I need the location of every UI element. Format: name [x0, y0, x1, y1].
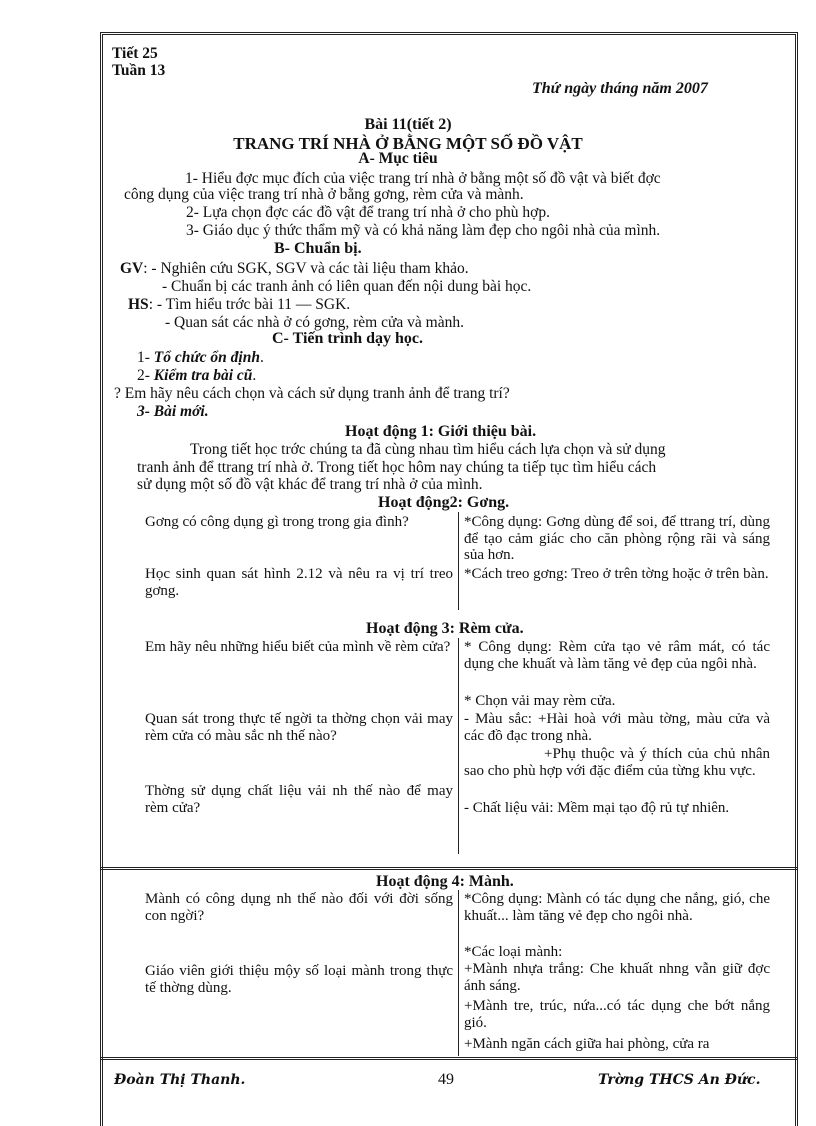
teacher-prep-1: GV: - Nghiên cứu SGK, SGV và các tài liệu tham khảo.	[120, 260, 469, 277]
page-number: 49	[438, 1071, 454, 1088]
week-number: Tuần 13	[112, 62, 166, 79]
date-line: Thứ ngày tháng năm 2007	[532, 80, 708, 97]
activity-3-question-3: Thờng sử dụng chất liệu vải nh thế nào để may rèm cửa?	[145, 783, 453, 816]
activity-4-question-2: Giáo viên giới thiệu mộy số loại mành trong thực tế thờng dùng.	[145, 963, 453, 996]
activity-3-answer-2: * Chọn vải may rèm cửa.	[464, 693, 616, 709]
objective-1b: công dụng của việc trang trí nhà ở bằng gơng, rèm cửa và mành.	[124, 186, 524, 203]
activity-2-divider	[458, 512, 459, 610]
step-3: 3- Bài mới.	[137, 403, 209, 420]
student-prep-1: HS: - Tìm hiểu trớc bài 11 — SGK.	[128, 296, 351, 313]
activity-1-line-1: Trong tiết học trớc chúng ta đã cùng nhau tìm hiểu cách lựa chọn và sử dụng	[190, 441, 666, 458]
activity-3-answer-4: +Phụ thuộc và ý thích của chủ nhân sao cho phù hợp với đặc điểm của từng khu vực.	[464, 746, 770, 779]
activity-3-answer-3: - Màu sắc: +Hài hoà với màu tờng, màu cửa và các đồ đạc trong nhà.	[464, 711, 770, 744]
footer-author: Đoàn Thị Thanh.	[114, 1072, 246, 1088]
objective-1a: 1- Hiểu đợc mục đích của việc trang trí nhà ở bằng một số đồ vật và biết đợc	[185, 170, 661, 187]
activity-4-answer-1: *Công dụng: Mành có tác dụng che nắng, gió, che khuất... làm tăng vẻ đẹp cho ngôi nhà.	[464, 891, 770, 924]
activity-3-divider	[458, 638, 459, 854]
activity-2-question-1: Gơng có công dụng gì trong trong gia đình?	[145, 514, 409, 530]
review-question: ? Em hãy nêu cách chọn và cách sử dụng tranh ảnh để trang trí?	[114, 385, 510, 402]
activity-4-heading: Hoạt động 4: Mành.	[376, 873, 514, 890]
section-b-heading: B- Chuẩn bị.	[274, 240, 362, 257]
activity-4-answer-2: *Các loại mành:	[464, 944, 563, 960]
objective-3: 3- Giáo dục ý thức thẩm mỹ và có khả năng làm đẹp cho ngôi nhà của mình.	[186, 222, 661, 239]
activity-1-line-2: tranh ảnh để ttrang trí nhà ở. Trong tiết học hôm nay chúng ta tiếp tục tìm hiểu cách	[137, 459, 657, 476]
footer-school: Trờng THCS An Đức.	[598, 1072, 761, 1088]
student-prep-2: - Quan sát các nhà ở có gơng, rèm cửa và mành.	[165, 314, 464, 331]
step-2: 2- Kiểm tra bài cũ.	[137, 367, 257, 384]
activity-2-heading: Hoạt động2: Gơng.	[378, 494, 510, 511]
activity-4-bottom-border	[100, 1057, 798, 1060]
activity-2-answer-2: *Cách treo gơng: Treo ở trên tờng hoặc ở trên bàn.	[464, 566, 769, 582]
page-title: TRANG TRÍ NHÀ Ở BẰNG MỘT SỐ ĐỒ VẬT	[233, 134, 583, 153]
activity-1-line-3: sử dụng một số đồ vật khác để trang trí nhà ở của mình.	[137, 476, 483, 493]
section-c-heading: C- Tiến trình dạy học.	[272, 330, 423, 347]
activity-3-heading: Hoạt động 3: Rèm cửa.	[366, 620, 524, 637]
activity-3-question-1: Em hãy nêu những hiểu biết của mình về rèm cửa?	[145, 639, 451, 655]
activity-3-answer-1: * Công dụng: Rèm cửa tạo vẻ râm mát, có tác dụng che khuất và làm tăng vẻ đẹp của ngôi nhà.	[464, 639, 770, 672]
section-a-heading: A- Mục tiêu	[358, 150, 438, 167]
lesson-number: Tiết 25	[112, 45, 158, 62]
step-1: 1- Tổ chức ổn định.	[137, 349, 264, 366]
activity-4-top-border	[100, 867, 798, 870]
activity-2-question-2: Học sinh quan sát hình 2.12 và nêu ra vị trí treo gơng.	[145, 566, 453, 599]
activity-4-answer-3: +Mành nhựa trắng: Che khuất nhng vẫn giữ đợc ánh sáng.	[464, 961, 770, 994]
activity-2-answer-1: *Công dụng: Gơng dùng để soi, để ttrang trí, dùng để tạo cảm giác cho căn phòng rộng rãi và sáng sủa hơn.	[464, 514, 770, 563]
activity-4-question-1: Mành có công dụng nh thế nào đối với đời sống con ngời?	[145, 891, 453, 924]
activity-4-answer-4: +Mành tre, trúc, nứa...có tác dụng che bớt nắng gió.	[464, 998, 770, 1031]
activity-4-answer-5: +Mành ngăn cách giữa hai phòng, cửa ra	[464, 1036, 710, 1052]
lesson-subtitle: Bài 11(tiết 2)	[364, 116, 452, 133]
activity-1-heading: Hoạt động 1: Giới thiệu bài.	[345, 423, 537, 440]
teacher-prep-2: - Chuẩn bị các tranh ảnh có liên quan đến nội dung bài học.	[162, 278, 532, 295]
activity-3-answer-5: - Chất liệu vải: Mềm mại tạo độ rủ tự nhiên.	[464, 800, 730, 816]
objective-2: 2- Lựa chọn đợc các đồ vật để trang trí nhà ở cho phù hợp.	[186, 204, 550, 221]
activity-3-question-2: Quan sát trong thực tế ngời ta thờng chọn vải may rèm cửa có màu sắc nh thế nào?	[145, 711, 453, 744]
activity-4-divider	[458, 890, 459, 1056]
